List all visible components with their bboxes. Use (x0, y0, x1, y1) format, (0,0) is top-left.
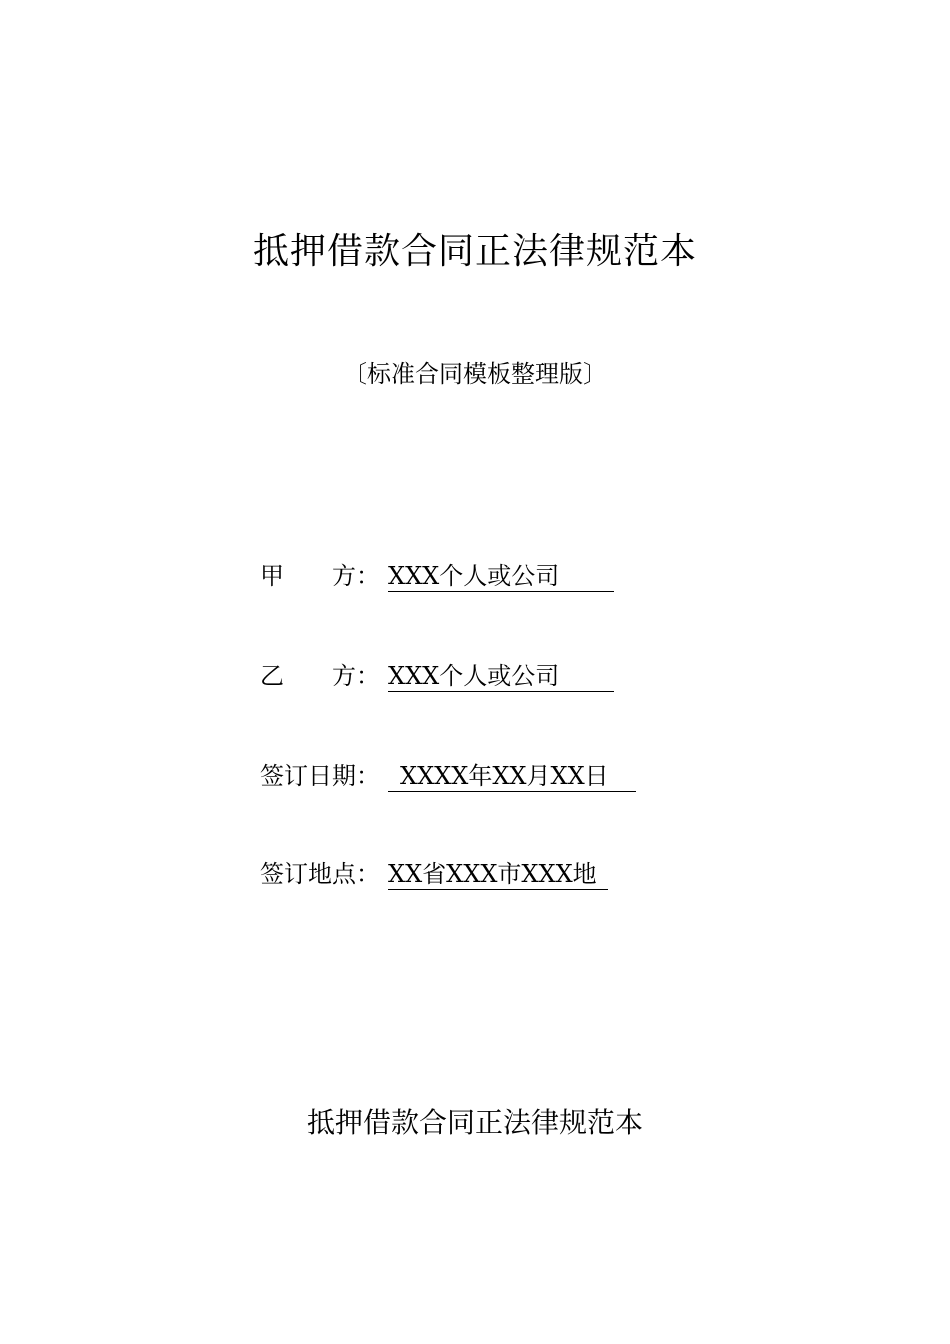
party-a-field (260, 560, 614, 592)
party-a-value: XXX个人或公司 (388, 561, 614, 592)
signing-place-label: 签订地点： (260, 860, 380, 888)
party-a-label: 甲 方： (260, 562, 380, 590)
signing-date-field (260, 760, 636, 792)
document-title: 抵押借款合同正法律规范本 (252, 231, 697, 272)
signing-date-value: XXXX年XX月XX日 (388, 761, 636, 792)
party-b-value: XXX个人或公司 (388, 661, 614, 692)
party-b-label: 乙 方： (260, 662, 380, 690)
document-subtitle: 〔标准合同模板整理版〕 (343, 360, 607, 388)
party-b-field (260, 660, 614, 692)
signing-date-label: 签订日期： (260, 762, 380, 790)
signing-place-field (260, 858, 608, 890)
footer-title: 抵押借款合同正法律规范本 (306, 1106, 643, 1139)
signing-place-value: XX省XXX市XXX地 (388, 859, 608, 890)
